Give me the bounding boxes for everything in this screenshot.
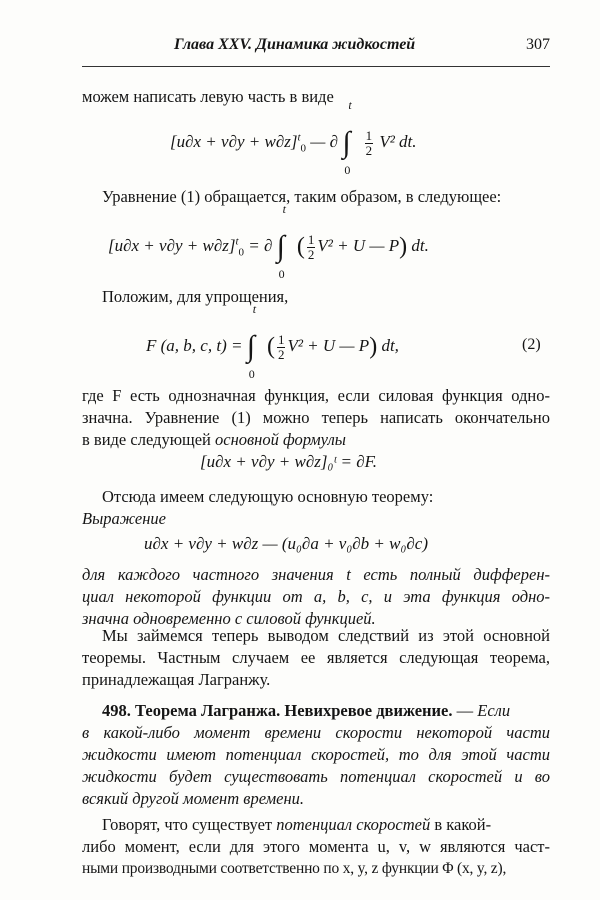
text-line: значна одновременно с силовой функцией. <box>82 609 376 628</box>
section-heading: 498. Теорема Лагранжа. Невихревое движение. <box>102 701 453 720</box>
text-line: где F есть однозначная функция, если силовая функция одно- <box>82 386 550 405</box>
text-line: Уравнение (1) обращается, таким образом, в следующее: <box>102 187 502 206</box>
text-line <box>82 429 550 451</box>
text-line: жидкости будет существовать потенциал скоростей и во <box>82 767 550 786</box>
numerator: 1 <box>365 127 373 143</box>
equation-3 <box>146 302 399 381</box>
eq1-lhs: [u∂x + v∂y + w∂z] <box>170 131 298 151</box>
numerator: 1 <box>277 331 285 347</box>
text-run: в виде следующей <box>82 430 215 449</box>
denominator: 2 <box>277 346 285 362</box>
eq1-sub: 0 <box>300 142 307 155</box>
eq2-sup: t <box>235 235 239 248</box>
equation-5: u∂x + v∂y + w∂z — (u₀∂a + v₀∂b + w₀∂c) <box>144 534 428 553</box>
dash: — <box>452 701 478 720</box>
right-paren: ) <box>369 333 378 360</box>
header-rule <box>82 66 550 67</box>
integral-sign <box>276 202 293 281</box>
lower-limit: 0 <box>248 367 255 381</box>
integral-sign <box>342 98 358 177</box>
lower-limit: 0 <box>278 267 285 281</box>
integral-sign <box>246 302 263 381</box>
eq2-mid: = ∂ <box>244 235 273 255</box>
denominator: 2 <box>307 246 315 262</box>
denominator: 2 <box>365 142 373 158</box>
left-paren: ( <box>266 333 275 360</box>
fraction-half <box>277 333 286 362</box>
text-line: Выражение <box>82 509 166 528</box>
eq2-lhs: [u∂x + v∂y + w∂z] <box>108 235 236 255</box>
integral-symbol: ∫ <box>246 330 255 363</box>
text-line: Мы займемся теперь выводом следствий из этой основной <box>102 626 550 645</box>
upper-limit: t <box>282 202 286 216</box>
text-line: для каждого частного значения t есть полный дифферен- <box>82 565 550 584</box>
fraction-half <box>307 233 316 262</box>
eq3-end: dt, <box>377 335 399 355</box>
text-line: Положим, для упрощения, <box>102 287 289 306</box>
text-line: в какой-либо момент времени скорости некоторой части <box>82 723 550 742</box>
emphasis: основной формулы <box>215 430 346 449</box>
upper-limit: t <box>252 302 257 316</box>
text-line <box>102 814 550 836</box>
text-line: всякий другой момент времени. <box>82 789 305 808</box>
text-line: теоремы. Частным случаем ее является следующая теорема, <box>82 648 550 667</box>
upper-limit: t <box>348 98 352 112</box>
text-line: циал некоторой функции от a, b, c, и эта функция одно- <box>82 587 550 606</box>
left-paren: ( <box>296 233 305 260</box>
lower-limit: 0 <box>344 163 351 177</box>
right-paren: ) <box>399 233 408 260</box>
eq3-tail: V² + U — P <box>287 335 370 355</box>
page-header <box>82 36 550 58</box>
fraction-half <box>365 129 374 158</box>
text-run: в какой- <box>430 815 492 834</box>
text-line: принадлежащая Лагранжу. <box>82 670 271 689</box>
integral-symbol: ∫ <box>276 230 285 263</box>
numerator: 1 <box>307 231 315 247</box>
eq1-sup: t <box>297 131 301 144</box>
text-line: значна. Уравнение (1) можно теперь написать окончательно <box>82 408 550 427</box>
eq1-tail: V² dt. <box>375 131 417 151</box>
eq2-sub: 0 <box>238 246 245 259</box>
equation-1 <box>170 98 417 177</box>
page-number: 307 <box>526 36 550 53</box>
eq2-tail: V² + U — P <box>317 235 400 255</box>
text-line: Отсюда имеем следующую основную теорему: <box>102 487 434 506</box>
emphasis: потенциал скоростей <box>276 815 431 834</box>
eq2-end: dt. <box>407 235 429 255</box>
text-run: Если <box>477 701 511 720</box>
text-line: можем написать левую часть в виде <box>82 87 334 106</box>
text-run: Говорят, что существует <box>102 815 277 834</box>
integral-symbol: ∫ <box>342 126 351 159</box>
eq1-mid: — ∂ <box>306 131 339 151</box>
section-heading-line <box>102 700 550 722</box>
equation-2 <box>108 202 429 281</box>
equation-number: (2) <box>522 336 541 353</box>
eq3-lhs: F (a, b, c, t) = <box>146 335 247 355</box>
text-line: жидкости имеют потенциал скоростей, то для этой части <box>82 745 550 764</box>
text-line: ными производными соответственно по x, y, z функции Φ (x, y, z), <box>82 860 507 877</box>
equation-4: [u∂x + v∂y + w∂z]₀ᵗ = ∂F. <box>200 452 378 471</box>
text-line: либо момент, если для этого момента u, v, w являются част- <box>82 837 550 856</box>
chapter-title: Глава XXV. Динамика жидкостей <box>174 36 416 53</box>
